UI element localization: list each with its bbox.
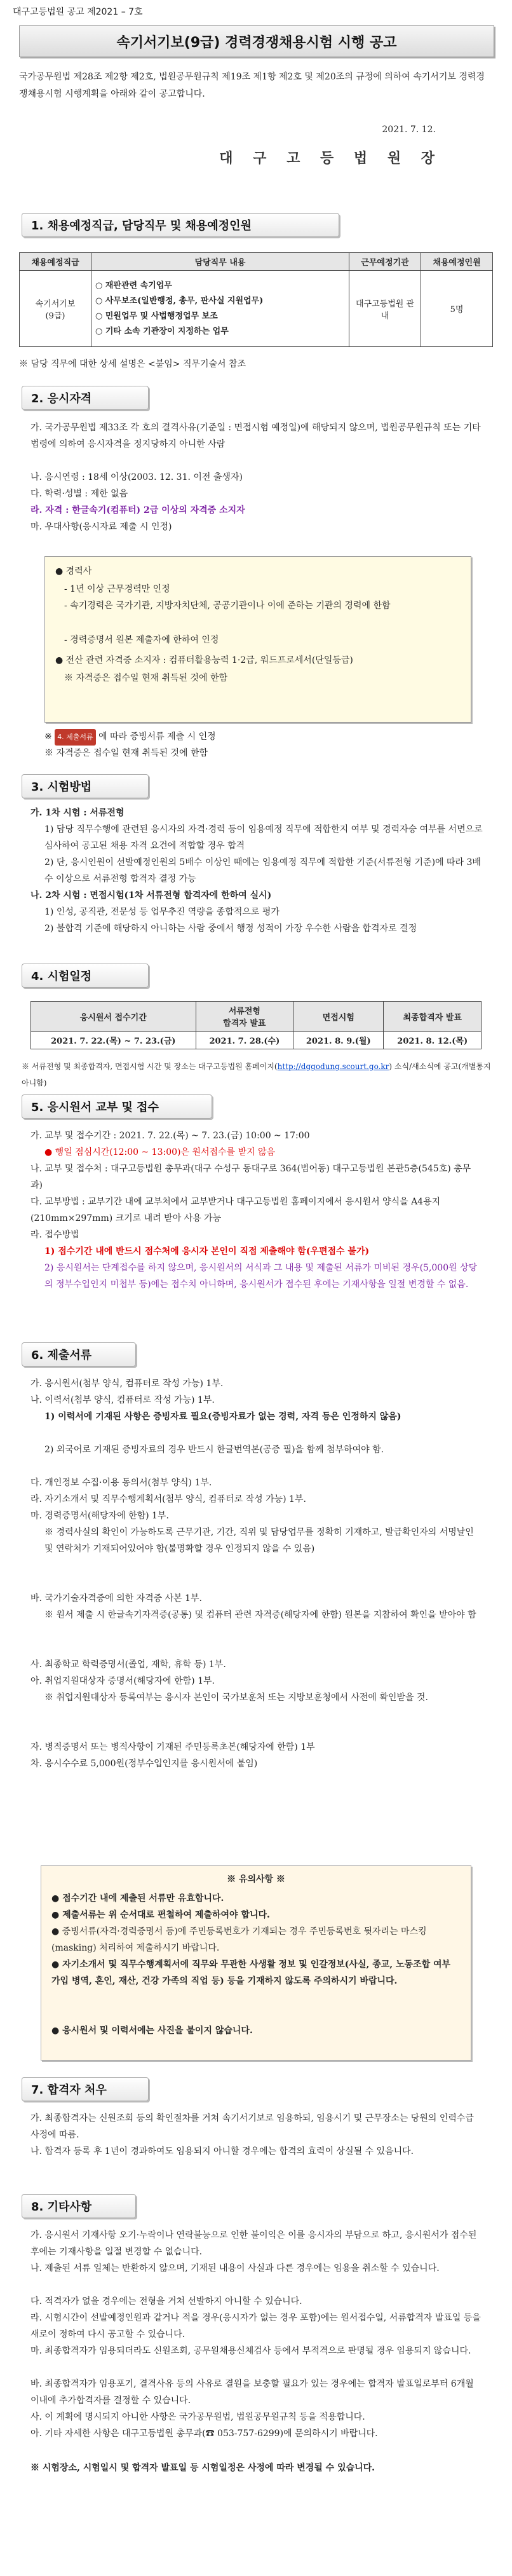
duty-item: ○ 재판관련 속기업무 (95, 280, 172, 290)
duty-text: 사무보조(일반행정, 총무, 판사실 지원업무) (105, 296, 264, 306)
document-a-note: ※ 취업지원대상자 등록여부는 응시자 본인이 국가보훈처 또는 지방보훈청에서 사전에 확인받을 것. (44, 1693, 428, 1703)
notice-item: ● 자기소개서 및 직무수행계획서에 직무와 무관한 사생활 정보 및 인갈정보(사실, 종교, 노동조합 여부 가입 병역, 혼인, 재산, 건강 가족의 직업 등) 등을 기재하지 않도록 주의하시기 바랍니다. (51, 1959, 451, 1986)
section-5-heading: 5. 응시원서 교부 및 접수 (22, 1094, 212, 1119)
note-marker: ※ (44, 732, 52, 742)
position-rank: 속기서기보 (9급) (20, 271, 91, 347)
schedule-note (22, 1058, 492, 1091)
preference-text: 전산 관련 자격증 소지자 : 컴퓨터활용능력 1·2급, 워드프로세서(단일등급) (65, 655, 353, 665)
document-na: 나. 이력서(첨부 양식, 컴퓨터로 작성 가능) 1부. (30, 1395, 215, 1405)
preference-text: 경력사 (65, 566, 92, 576)
etc-item: 가. 응시원서 기재사항 오기·누락이나 연락불능으로 인한 불이익은 이를 응시자의 부담으로 하고, 응시원서가 접수된 후에는 기재사항을 일절 변경할 수 없습니다. (30, 2230, 477, 2257)
intro-text: 국가공무원법 제28조 제2항 제2호, 법원공무원규칙 제19조 제1항 제2호 및 제20조의 규정에 의하여 속기서기보 경력경쟁채용시험 시행계획을 아래와 같이 공고합니다. (19, 72, 485, 99)
announcement-number: 대구고등법원 공고 제2021 – 7호 (13, 7, 143, 17)
note-text: 에 따라 증빙서류 제출 시 인정 (98, 732, 216, 742)
section-link-tag: 4. 제출서류 (55, 729, 96, 746)
section-8-heading: 8. 기타사항 (22, 2194, 136, 2218)
section-4-heading: 4. 시험일정 (22, 964, 149, 988)
announcement-date: 2021. 7. 12. (382, 125, 436, 135)
application-period: 가. 교부 및 접수기간 : 2021. 7. 22.(목) ~ 7. 23.(금) 10:00 ~ 17:00 (30, 1131, 310, 1141)
exam-stage-2-rule: 2) 불합격 기준에 해당하지 아니하는 사람 중에서 행정 성적이 가장 우수한 사람을 합격자로 결정 (44, 923, 417, 934)
preference-item: ● 전산 관련 자격증 소지자 : 컴퓨터활용능력 1·2급, 워드프로세서(단일등급) (55, 655, 353, 665)
duty-item: ○ 사무보조(일반행정, 총무, 판사실 지원업무) (95, 296, 264, 306)
homepage-link[interactable]: http://dggodung.scourt.go.kr (277, 1062, 389, 1071)
exam-stage-2: 나. 2차 시험 : 면접시험(1차 서류전형 합격자에 한하여 실시) (30, 890, 272, 901)
exam-stage-1-rule: 2) 단, 응시인원이 선발예정인원의 5배수 이상인 때에는 임용예정 직무에 적합한 기준(서류전형 기준)에 따라 3배수 이상으로 서류전형 합격자 결정 가능 (44, 857, 481, 884)
notice-title: ※ 유의사항 ※ (227, 1874, 285, 1884)
duty-text: 재판관련 속기업무 (105, 280, 172, 290)
exam-stage-2-rule: 1) 인성, 공직관, 전문성 등 업무추진 역량을 종합적으로 평가 (44, 907, 280, 917)
notice-box (41, 1865, 471, 2061)
etc-item: 아. 기타 자세한 사항은 대구고등법원 총무과(☎ 053-757-6299)에 문의하시기 바랍니다. (30, 2429, 378, 2439)
duty-item: ○ 기타 소속 기관장이 지정하는 업무 (95, 326, 229, 336)
table-header: 응시원서 접수기간 (31, 1002, 196, 1032)
section-3-heading: 3. 시험방법 (22, 774, 149, 798)
table-header: 채용예정직급 (20, 253, 91, 271)
exam-stage-1: 가. 1차 시험 : 서류전형 (30, 808, 125, 818)
document-na-1: 1) 이력서에 기재된 사항은 증빙자료 필요(증빙자료가 없는 경력, 자격 등은 인정하지 않음) (44, 1412, 401, 1422)
duty-item: ○ 민원업무 및 사법행정업무 보조 (95, 311, 218, 321)
table-cell: 2021. 8. 9.(월) (293, 1032, 384, 1049)
document-ba: 바. 국가기술자격증에 의한 자격증 사본 1부. (30, 1593, 202, 1604)
table-cell: 2021. 7. 22.(목) ~ 7. 23.(금) (31, 1032, 196, 1049)
section-7-heading: 7. 합격자 처우 (22, 2077, 149, 2101)
qualification-ga: 가. 국가공무원법 제33조 각 호의 결격사유(기준일 : 면접시험 예정일)에 해당되지 않으며, 법원공무원규칙 또는 기타 법령에 의하여 응시자격을 정지당하지 아니한 사람 (30, 423, 481, 449)
section-1-heading: 1. 채용예정직급, 담당직무 및 채용예정인원 (22, 213, 339, 237)
etc-item: 사. 이 계획에 명시되지 아니한 사항은 국가공무원법, 법원공무원규칙 등을 적용합니다. (30, 2412, 365, 2422)
treatment-ga: 가. 최종합격자는 신원조회 등의 확인절차를 거쳐 속기서기보로 임용하되, 임용시기 및 근무장소는 당원의 인력수급사정에 따름. (30, 2113, 474, 2140)
etc-item: 마. 최종합격자가 임용되더라도 신원조회, 공무원채용신체검사 등에서 부적격으로 판명될 경우 임용되지 않습니다. (30, 2346, 471, 2356)
table-header: 채용예정인원 (421, 253, 493, 271)
notice-item: ● 응시원서 및 이력서에는 사진을 붙이지 않습니다. (51, 2026, 253, 2036)
note-text: ) 소식/새소식에 공고(개별통지 아니함) (22, 1062, 491, 1087)
preference-item: - 경력증명서 원본 제출자에 한하여 인정 (64, 635, 219, 645)
section-6-heading: 6. 제출서류 (22, 1342, 136, 1366)
document-ma: 마. 경력증명서(해당자에 한함) 1부. (30, 1511, 169, 1521)
notice-item: ● 제출서류는 위 순서대로 편철하여 제출하여야 합니다. (51, 1910, 270, 1920)
issuer-name: 대 구 고 등 법 원 장 (219, 150, 442, 167)
document-ra: 라. 자기소개서 및 직무수행계획서(첨부 양식, 컴퓨터로 작성 가능) 1부. (30, 1494, 306, 1504)
preference-item: ※ 자격증은 접수일 현재 취득된 것에 한함 (64, 673, 228, 683)
document-a: 아. 취업지원대상자 증명서(해당자에 한함) 1부. (30, 1676, 215, 1686)
preference-item: - 1년 이상 근무경력만 인정 (64, 584, 170, 594)
treatment-na: 나. 합격자 등록 후 1년이 경과하여도 임용되지 아니할 경우에는 합격의 효력이 상실될 수 있음니다. (30, 2146, 414, 2157)
table-header: 서류전형 합격자 발표 (196, 1002, 293, 1032)
table-cell: 2021. 8. 12.(목) (384, 1032, 482, 1049)
preference-item: - 속기경력은 국가기관, 지방자치단체, 공공기관이나 이에 준하는 기관의 경력에 한함 (64, 601, 391, 611)
qualification-ra: 라. 자격 : 한글속기(컴퓨터) 2급 이상의 자격증 소지자 (30, 505, 245, 515)
duties-cell (91, 271, 349, 347)
note-text: ※ 서류전형 및 최종합격자, 면접시험 시간 및 장소는 대구고등법원 홈페이지( (22, 1062, 278, 1071)
table-header: 면접시험 (293, 1002, 384, 1032)
work-location: 대구고등법원 관내 (349, 271, 421, 347)
hire-count: 5명 (421, 271, 493, 347)
duty-text: 민원업무 및 사법행정업무 보조 (105, 311, 218, 321)
positions-table (19, 252, 493, 347)
etc-item: 바. 최종합격자가 임용포기, 결격사유 등의 사유로 결원을 보충할 필요가 있는 경우에는 합격자 발표일로부터 6개월 이내에 추가합격자를 결정할 수 있습니다. (30, 2379, 474, 2406)
document-ja: 자. 병적증명서 또는 병적사항이 기재된 주민등록초본(해당자에 한함) 1부 (30, 1742, 315, 1752)
document-cha: 차. 응시수수료 5,000원(정부수입인지를 응시원서에 붙임) (30, 1759, 258, 1769)
etc-item: 나. 제출된 서류 일체는 반환하지 않으며, 기재된 내용이 사실과 다른 경우에는 임용을 취소할 수 있습니다. (30, 2263, 440, 2273)
qualification-ma: 마. 우대사항(응시자료 제출 시 인정) (30, 522, 172, 532)
document-ba-note: ※ 원서 제출 시 한글속기자격증(공통) 및 컴퓨터 관련 자격증(해당자에 한함) 원본을 지참하여 확인을 받아야 함 (44, 1610, 476, 1620)
document-sa: 사. 최종학교 학력증명서(졸업, 재학, 휴학 등) 1부. (30, 1659, 226, 1670)
qualification-na: 나. 응시연령 : 18세 이상(2003. 12. 31. 이전 출생자) (30, 472, 243, 482)
etc-item: 라. 시험시간이 선발예정인원과 같거나 적을 경우(응시자가 없는 경우 포함)에는 원서접수일, 서류합격자 발표일 등을 새로이 정하여 다시 공고할 수 있습니다. (30, 2313, 481, 2340)
document-na-2: 2) 외국어로 기재된 증빙자료의 경우 반드시 한글번역본(공증 필)을 함께 첨부하여야 함. (44, 1445, 384, 1455)
table-header: 담당직무 내용 (91, 253, 349, 271)
exam-stage-1-rule: 1) 담당 직무수행에 관련된 응시자의 자격·경력 등이 임용예정 직무에 적합한지 여부 및 경력자승 여부를 서면으로 심사하여 공고된 채용 자격 요건에 적합할 경우 합격 (44, 824, 483, 851)
duty-note: ※ 담당 직무에 대한 상세 설명은 <붙임> 직무기술서 참조 (19, 359, 246, 369)
page-title: 속기서기보(9급) 경력경쟁채용시험 시행 공고 (19, 25, 494, 57)
document-ma-note: ※ 경력사실의 확인이 가능하도록 근무기관, 기간, 직위 및 담당업무를 정확히 기재하고, 발급확인자의 서명날인 및 연락처가 기재되어있어야 함(불명확할 경우 인정되지 않을 수 있음) (44, 1527, 474, 1554)
notice-item: ● 접수기간 내에 제출된 서류만 유효합니다. (51, 1893, 224, 1904)
submission-rule-1: 1) 접수기간 내에 반드시 접수처에 응시자 본인이 직접 제출해야 함(우편접수 불가) (44, 1246, 370, 1257)
section-2-heading: 2. 응시자격 (22, 386, 149, 410)
final-note: ※ 시험장소, 시험일시 및 합격자 발표일 등 시험일정은 사정에 따라 변경될 수 있습니다. (30, 2463, 375, 2473)
duty-text: 기타 소속 기관장이 지정하는 업무 (105, 326, 229, 336)
document-ga: 가. 응시원서(첨부 양식, 컴퓨터로 작성 가능) 1부. (30, 1379, 224, 1389)
table-header: 최종합격자 발표 (384, 1002, 482, 1032)
submission-method: 라. 접수방법 (30, 1230, 79, 1240)
lunch-break-note: ● 행일 점심시간(12:00 ~ 13:00)은 원서접수를 받지 않음 (44, 1147, 276, 1157)
submission-note (44, 728, 483, 746)
etc-item: 다. 적격자가 없을 경우에는 전형을 거쳐 선발하지 아니할 수 있습니다. (30, 2296, 302, 2307)
submission-rule-2: 2) 응시원서는 단계접수를 하지 않으며, 응시원서의 서식과 그 내용 및 제출된 서류가 미비된 경우(5,000원 상당의 정부수입인지 미첩부 등)에는 접수치 아니하며, 응시원서가 접수된 후에는 기재사항을 일절 변경할 수 없음. (44, 1263, 478, 1290)
qualification-da: 다. 학력·성별 : 제한 없음 (30, 489, 128, 499)
document-da: 다. 개인정보 수집·이용 동의서(첨부 양식) 1부. (30, 1478, 212, 1488)
preference-box (44, 556, 471, 723)
table-header: 근무예정기관 (349, 253, 421, 271)
application-method: 다. 교부방법 : 교부기간 내에 교부처에서 교부받거나 대구고등법원 홈페이지에서 응시원서 양식을 A4용지(210mm×297mm) 크기로 내려 받아 사용 가능 (30, 1197, 441, 1223)
schedule-table (30, 1001, 482, 1049)
table-cell: 2021. 7. 28.(수) (196, 1032, 293, 1049)
certificate-note: ※ 자격증은 접수일 현재 취득된 것에 한함 (44, 748, 208, 758)
preference-item: ● 경력사 (55, 566, 92, 576)
notice-item: ● 증빙서류(자격·경력증명서 등)에 주민등록번호가 기재되는 경우 주민등록번호 뒷자리는 마스킹(masking) 처리하여 제출하시기 바랍니다. (51, 1926, 427, 1953)
application-place: 나. 교부 및 접수처 : 대구고등법원 총무과(대구 수성구 동대구로 364(범어동) 대구고등법원 본관5층(545호) 총무과) (30, 1164, 471, 1190)
